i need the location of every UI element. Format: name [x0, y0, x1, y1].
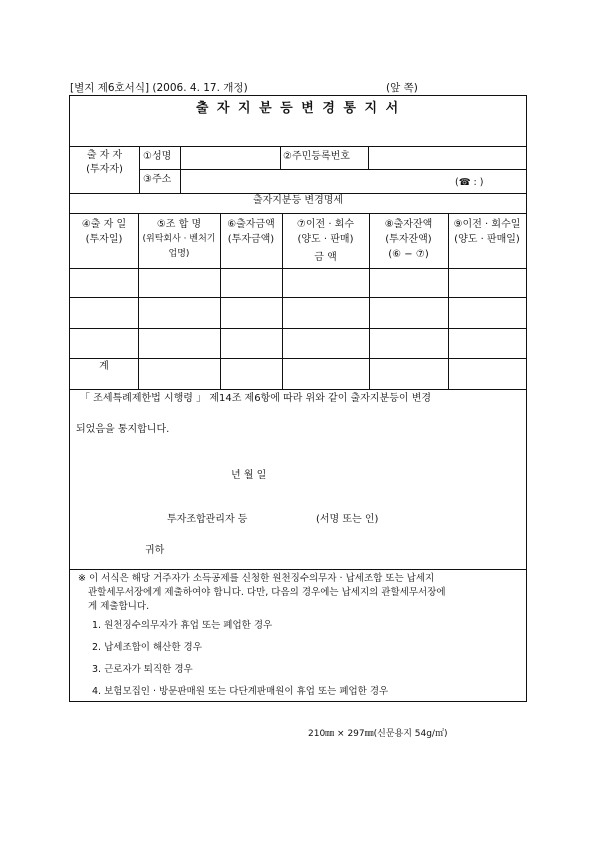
col-header-union-name-sub: (위탁회사 · 벤처기 — [142, 234, 216, 244]
list-item: 3. 근로자가 퇴직한 경우 — [92, 664, 193, 675]
table-row — [70, 268, 526, 269]
table-row — [70, 358, 526, 359]
col-header-investment-date: ④출 자 일 — [81, 219, 127, 230]
table-row — [70, 389, 526, 390]
col-header-balance: ⑧출자잔액 — [384, 219, 433, 230]
note-line: 관할세무서장에게 제출하여야 합니다. 다만, 다음의 경우에는 납세지의 관할세무서장에 — [88, 587, 446, 598]
list-item: 2. 납세조합이 해산한 경우 — [92, 642, 202, 653]
change-section-title: 출자지분등 변경명세 — [252, 195, 344, 206]
addressee-label: 귀하 — [145, 545, 165, 556]
col-header-union-name-sub2: 업명) — [168, 249, 190, 259]
table-row — [70, 328, 526, 329]
col-header-investment-date-sub: (투자일) — [85, 234, 123, 245]
investor-label-sub: (투자자) — [86, 164, 123, 175]
form-frame — [69, 95, 527, 702]
list-item: 1. 원천징수의무자가 휴업 또는 폐업한 경우 — [92, 620, 273, 631]
col-header-transfer-amount-sub2: 금 액 — [314, 252, 337, 263]
total-label: 계 — [99, 361, 109, 372]
col-header-union-name: ⑤조 합 명 — [156, 219, 202, 230]
col-header-amount-sub: (투자금액) — [227, 234, 275, 245]
name-label: ①성명 — [143, 151, 172, 162]
date-line: 년 월 일 — [231, 470, 267, 481]
resident-number-label: ②주민등록번호 — [283, 151, 350, 162]
divider — [70, 193, 526, 194]
page-side-label: (앞 쪽) — [386, 82, 418, 94]
col-header-transfer-date: ⑨이전 · 회수일 — [453, 219, 521, 230]
note-line: ※ 이 서식은 해당 거주자가 소득공제를 신청한 원천징수의무자 · 납세조합 또는 납세지 — [78, 573, 435, 584]
divider — [368, 146, 369, 169]
col-header-transfer-amount: ⑦이전 · 회수 — [296, 219, 355, 230]
signature-field: (서명 또는 인) — [316, 514, 379, 525]
col-header-balance-sub2: (⑥ − ⑦) — [388, 249, 429, 260]
phone-field: (☎ : ) — [455, 177, 484, 188]
paper-spec: 210㎜ × 297㎜(신문용지 54g/㎡) — [308, 729, 448, 739]
statement-line: 되었음을 통지합니다. — [76, 424, 170, 435]
col-header-transfer-date-sub: (양도 · 판매일) — [454, 234, 520, 245]
col-header-balance-sub: (투자잔액) — [385, 234, 432, 245]
address-label: ③주소 — [143, 174, 172, 185]
divider — [70, 569, 526, 570]
list-item: 4. 보험모집인 · 방문판매원 또는 다단계판매원이 휴업 또는 폐업한 경우 — [92, 686, 389, 697]
note-line: 게 제출합니다. — [88, 601, 150, 612]
divider — [139, 169, 526, 170]
statement-line: 「 조세특례제한법 시행령 」 제14조 제6항에 따라 위와 같이 출자지분등이 변경 — [80, 393, 432, 404]
signer-label: 투자조합관리자 등 — [167, 514, 248, 525]
divider — [280, 146, 281, 169]
col-header-amount: ⑥출자금액 — [227, 219, 275, 230]
form-number: [별지 제6호서식] (2006. 4. 17. 개정) — [70, 82, 248, 94]
investor-label: 출 자 자 — [86, 150, 123, 161]
col-header-transfer-amount-sub: (양도 · 판매) — [297, 234, 354, 245]
form-title: 출 자 지 분 등 변 경 통 지 서 — [195, 101, 401, 116]
table-row — [70, 297, 526, 298]
